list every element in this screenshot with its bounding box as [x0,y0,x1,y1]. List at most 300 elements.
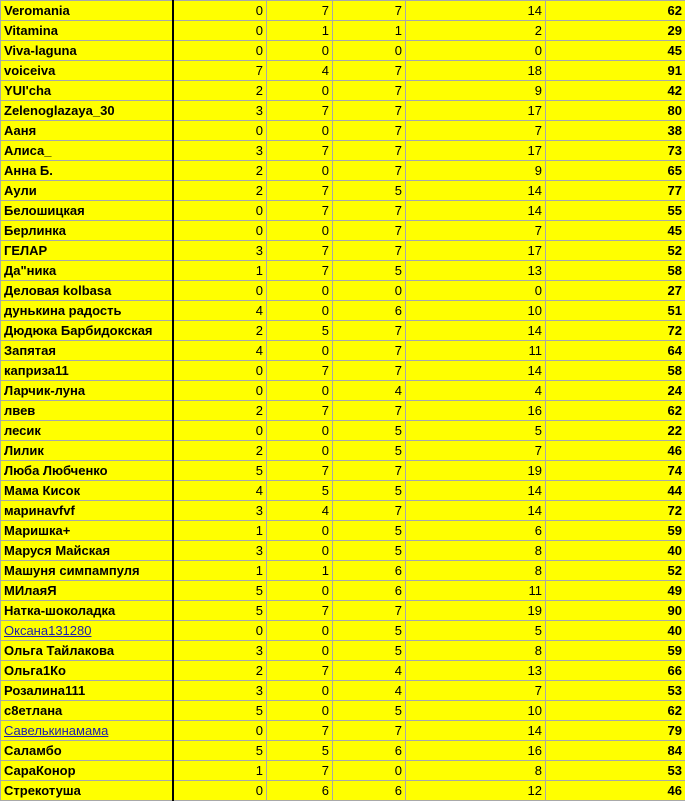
sum-cell[interactable]: 7 [406,221,546,241]
total-cell[interactable]: 40 [546,541,685,561]
sum-cell[interactable]: 12 [406,781,546,801]
name-text: Белошицкая [4,203,85,218]
total-cell[interactable]: 74 [546,461,685,481]
table-row [1,441,685,461]
name-cell[interactable] [1,261,173,281]
table-row [1,561,685,581]
table-row [1,581,685,601]
sum-cell[interactable]: 7 [406,441,546,461]
score-cell-2[interactable]: 7 [267,261,333,281]
score-cell-1[interactable]: 7 [173,61,267,81]
name-cell[interactable] [1,361,173,381]
table-row [1,641,685,661]
total-cell[interactable]: 46 [546,781,685,801]
total-cell[interactable]: 58 [546,361,685,381]
sum-cell[interactable]: 14 [406,321,546,341]
name-cell[interactable] [1,321,173,341]
score-cell-1[interactable]: 3 [173,501,267,521]
name-cell[interactable] [1,81,173,101]
table-row [1,401,685,421]
score-cell-2[interactable]: 5 [267,741,333,761]
score-cell-2[interactable]: 7 [267,141,333,161]
name-text: дунькина радость [4,303,121,318]
total-cell[interactable]: 46 [546,441,685,461]
table-row [1,281,685,301]
table-row [1,121,685,141]
score-cell-1[interactable]: 5 [173,701,267,721]
sum-cell[interactable]: 9 [406,81,546,101]
name-cell[interactable] [1,741,173,761]
total-cell[interactable]: 22 [546,421,685,441]
name-text: лвев [4,403,35,418]
name-cell[interactable] [1,501,173,521]
score-cell-3[interactable]: 7 [333,601,406,621]
name-text: Запятая [4,343,56,358]
name-text: с8етлана [4,703,62,718]
name-cell[interactable] [1,661,173,681]
name-text: Маришка+ [4,523,70,538]
sum-cell[interactable]: 4 [406,381,546,401]
score-cell-1[interactable]: 0 [173,621,267,641]
total-cell[interactable]: 49 [546,581,685,601]
name-cell[interactable] [1,601,173,621]
score-cell-3[interactable]: 4 [333,381,406,401]
total-cell[interactable]: 58 [546,261,685,281]
score-cell-1[interactable]: 2 [173,161,267,181]
name-cell[interactable] [1,281,173,301]
score-cell-2[interactable]: 5 [267,481,333,501]
score-cell-2[interactable]: 0 [267,541,333,561]
score-cell-3[interactable]: 7 [333,121,406,141]
table-row [1,621,685,641]
score-cell-3[interactable]: 6 [333,741,406,761]
score-cell-3[interactable]: 7 [333,241,406,261]
score-cell-2[interactable]: 0 [267,301,333,321]
score-cell-1[interactable]: 0 [173,41,267,61]
score-cell-1[interactable]: 0 [173,201,267,221]
score-cell-3[interactable]: 7 [333,61,406,81]
name-text: МИлаяЯ [4,583,57,598]
table-row [1,721,685,741]
name-cell[interactable] [1,641,173,661]
score-cell-2[interactable]: 0 [267,341,333,361]
score-cell-1[interactable]: 4 [173,341,267,361]
name-cell[interactable] [1,21,173,41]
table-row [1,301,685,321]
name-cell[interactable] [1,541,173,561]
sum-cell[interactable]: 17 [406,141,546,161]
name-text: Машуня симпампуля [4,563,140,578]
score-cell-3[interactable]: 7 [333,1,406,21]
sum-cell[interactable]: 19 [406,461,546,481]
score-cell-3[interactable]: 0 [333,41,406,61]
table-row [1,601,685,621]
sum-cell[interactable]: 14 [406,201,546,221]
sum-cell[interactable]: 8 [406,561,546,581]
name-text: каприза11 [4,363,69,378]
name-text: маринаvfvf [4,503,75,518]
name-text: лесик [4,423,41,438]
total-cell[interactable]: 51 [546,301,685,321]
total-cell[interactable]: 44 [546,481,685,501]
score-cell-1[interactable]: 5 [173,601,267,621]
score-cell-1[interactable]: 0 [173,221,267,241]
table-row [1,61,685,81]
score-cell-3[interactable]: 5 [333,521,406,541]
sum-cell[interactable]: 6 [406,521,546,541]
name-cell[interactable] [1,761,173,781]
score-cell-1[interactable]: 0 [173,21,267,41]
total-cell[interactable]: 90 [546,601,685,621]
score-cell-1[interactable]: 5 [173,741,267,761]
score-cell-2[interactable]: 0 [267,521,333,541]
total-cell[interactable]: 62 [546,401,685,421]
total-cell[interactable]: 29 [546,21,685,41]
name-cell[interactable] [1,1,173,21]
score-cell-3[interactable]: 5 [333,181,406,201]
name-cell[interactable] [1,441,173,461]
score-cell-2[interactable]: 0 [267,381,333,401]
score-cell-1[interactable]: 0 [173,781,267,801]
name-text: Ларчик-луна [4,383,85,398]
sum-cell[interactable]: 14 [406,361,546,381]
name-text: Да"ника [4,263,56,278]
name-text: Стрекотуша [4,783,81,798]
sum-cell[interactable]: 9 [406,161,546,181]
name-text: Аули [4,183,37,198]
table-row [1,21,685,41]
score-cell-2[interactable]: 0 [267,681,333,701]
total-cell[interactable]: 40 [546,621,685,641]
name-cell[interactable] [1,681,173,701]
total-cell[interactable]: 64 [546,341,685,361]
total-cell[interactable]: 91 [546,61,685,81]
score-cell-1[interactable]: 2 [173,81,267,101]
name-text: Дюдюка Барбидокская [4,323,153,338]
score-cell-3[interactable]: 7 [333,341,406,361]
score-cell-2[interactable]: 7 [267,361,333,381]
score-cell-1[interactable]: 2 [173,441,267,461]
sum-cell[interactable]: 7 [406,121,546,141]
name-cell[interactable] [1,341,173,361]
sum-cell[interactable]: 10 [406,301,546,321]
name-text: Vitamina [4,23,58,38]
score-cell-1[interactable]: 3 [173,541,267,561]
score-cell-3[interactable]: 7 [333,161,406,181]
name-cell[interactable] [1,561,173,581]
score-cell-2[interactable]: 7 [267,661,333,681]
name-text: ГЕЛАР [4,243,47,258]
score-cell-3[interactable]: 7 [333,721,406,741]
sum-cell[interactable]: 5 [406,621,546,641]
name-cell[interactable] [1,141,173,161]
sum-cell[interactable]: 16 [406,401,546,421]
total-cell[interactable]: 72 [546,501,685,521]
score-cell-3[interactable]: 5 [333,441,406,461]
score-cell-3[interactable]: 5 [333,621,406,641]
score-cell-3[interactable]: 4 [333,661,406,681]
score-cell-2[interactable]: 7 [267,201,333,221]
table-row [1,201,685,221]
name-cell[interactable] [1,181,173,201]
name-text: Берлинка [4,223,66,238]
score-cell-1[interactable]: 0 [173,281,267,301]
name-cell[interactable] [1,221,173,241]
score-cell-1[interactable]: 2 [173,661,267,681]
sum-cell[interactable]: 17 [406,101,546,121]
score-cell-2[interactable]: 0 [267,421,333,441]
total-cell[interactable]: 59 [546,641,685,661]
total-cell[interactable]: 79 [546,721,685,741]
score-cell-2[interactable]: 1 [267,21,333,41]
name-cell[interactable] [1,461,173,481]
score-cell-3[interactable]: 7 [333,221,406,241]
sum-cell[interactable]: 14 [406,501,546,521]
table-row [1,181,685,201]
total-cell[interactable]: 38 [546,121,685,141]
name-cell[interactable] [1,101,173,121]
name-text: Мама Кисок [4,483,80,498]
score-cell-1[interactable]: 0 [173,381,267,401]
total-cell[interactable]: 77 [546,181,685,201]
name-cell[interactable] [1,621,173,641]
score-cell-1[interactable]: 1 [173,521,267,541]
table-row [1,461,685,481]
name-cell[interactable] [1,161,173,181]
name-text: Лилик [4,443,44,458]
score-cell-3[interactable]: 5 [333,481,406,501]
score-cell-3[interactable]: 6 [333,561,406,581]
total-cell[interactable]: 27 [546,281,685,301]
name-cell[interactable] [1,301,173,321]
sum-cell[interactable]: 14 [406,181,546,201]
name-link[interactable]: Савелькинамама [4,723,108,738]
score-cell-1[interactable]: 5 [173,581,267,601]
score-cell-3[interactable]: 7 [333,141,406,161]
sum-cell[interactable]: 7 [406,681,546,701]
score-cell-2[interactable]: 7 [267,1,333,21]
total-cell[interactable]: 53 [546,681,685,701]
score-cell-2[interactable]: 7 [267,101,333,121]
score-cell-3[interactable]: 5 [333,261,406,281]
total-cell[interactable]: 59 [546,521,685,541]
score-cell-2[interactable]: 6 [267,781,333,801]
total-cell[interactable]: 53 [546,761,685,781]
score-cell-2[interactable]: 0 [267,441,333,461]
sum-cell[interactable]: 13 [406,661,546,681]
table-row [1,421,685,441]
table-row [1,661,685,681]
total-cell[interactable]: 42 [546,81,685,101]
sum-cell[interactable]: 11 [406,581,546,601]
score-cell-3[interactable]: 7 [333,501,406,521]
score-cell-2[interactable]: 0 [267,81,333,101]
score-cell-2[interactable]: 0 [267,641,333,661]
total-cell[interactable]: 62 [546,701,685,721]
table-row [1,361,685,381]
total-cell[interactable]: 80 [546,101,685,121]
name-cell[interactable] [1,241,173,261]
total-cell[interactable]: 62 [546,1,685,21]
total-cell[interactable]: 24 [546,381,685,401]
score-cell-2[interactable]: 0 [267,281,333,301]
name-cell[interactable] [1,581,173,601]
score-cell-3[interactable]: 7 [333,321,406,341]
name-text: YUI'cha [4,83,51,98]
sum-cell[interactable]: 8 [406,541,546,561]
score-cell-2[interactable]: 0 [267,221,333,241]
score-cell-1[interactable]: 1 [173,761,267,781]
sum-cell[interactable]: 0 [406,281,546,301]
total-cell[interactable]: 66 [546,661,685,681]
score-cell-3[interactable]: 5 [333,641,406,661]
sum-cell[interactable]: 5 [406,421,546,441]
sum-cell[interactable]: 14 [406,721,546,741]
score-cell-3[interactable]: 5 [333,421,406,441]
score-cell-2[interactable]: 1 [267,561,333,581]
sum-cell[interactable]: 16 [406,741,546,761]
name-text: Маруся Майская [4,543,110,558]
sum-cell[interactable]: 18 [406,61,546,81]
total-cell[interactable]: 52 [546,241,685,261]
total-cell[interactable]: 65 [546,161,685,181]
name-text: Zelenoglazaya_30 [4,103,115,118]
score-cell-2[interactable]: 0 [267,41,333,61]
table-row [1,741,685,761]
score-cell-3[interactable]: 0 [333,281,406,301]
score-cell-1[interactable]: 3 [173,241,267,261]
score-cell-1[interactable]: 4 [173,301,267,321]
table-row [1,101,685,121]
name-cell[interactable] [1,121,173,141]
score-cell-1[interactable]: 3 [173,641,267,661]
name-cell[interactable] [1,701,173,721]
total-cell[interactable]: 45 [546,221,685,241]
score-cell-3[interactable]: 5 [333,701,406,721]
score-cell-3[interactable]: 7 [333,101,406,121]
score-cell-2[interactable]: 5 [267,321,333,341]
score-cell-2[interactable]: 0 [267,621,333,641]
name-cell[interactable] [1,41,173,61]
name-cell[interactable] [1,401,173,421]
table-row [1,681,685,701]
sum-cell[interactable]: 0 [406,41,546,61]
score-cell-1[interactable]: 3 [173,681,267,701]
score-cell-3[interactable]: 5 [333,541,406,561]
score-cell-1[interactable]: 4 [173,481,267,501]
table-row [1,141,685,161]
score-cell-1[interactable]: 1 [173,561,267,581]
table-row [1,521,685,541]
score-cell-1[interactable]: 0 [173,421,267,441]
sum-cell[interactable]: 8 [406,641,546,661]
score-cell-2[interactable]: 4 [267,61,333,81]
score-cell-1[interactable]: 5 [173,461,267,481]
total-cell[interactable]: 84 [546,741,685,761]
score-cell-1[interactable]: 2 [173,321,267,341]
score-cell-3[interactable]: 4 [333,681,406,701]
table-row [1,41,685,61]
name-cell[interactable] [1,201,173,221]
score-cell-3[interactable]: 6 [333,301,406,321]
score-cell-3[interactable]: 7 [333,361,406,381]
score-cell-1[interactable]: 2 [173,181,267,201]
score-cell-1[interactable]: 0 [173,1,267,21]
score-cell-3[interactable]: 1 [333,21,406,41]
score-cell-2[interactable]: 0 [267,701,333,721]
name-link[interactable]: Оксана131280 [4,623,91,638]
score-cell-2[interactable]: 0 [267,581,333,601]
sum-cell[interactable]: 2 [406,21,546,41]
score-cell-1[interactable]: 3 [173,141,267,161]
score-cell-3[interactable]: 7 [333,201,406,221]
score-cell-1[interactable]: 1 [173,261,267,281]
score-cell-2[interactable]: 7 [267,401,333,421]
sum-cell[interactable]: 17 [406,241,546,261]
score-cell-2[interactable]: 4 [267,501,333,521]
name-cell[interactable] [1,481,173,501]
score-cell-3[interactable]: 7 [333,401,406,421]
score-cell-2[interactable]: 0 [267,161,333,181]
table-row [1,1,685,21]
score-cell-3[interactable]: 7 [333,81,406,101]
sum-cell[interactable]: 13 [406,261,546,281]
total-cell[interactable]: 73 [546,141,685,161]
name-text: Ольга1Ко [4,663,66,678]
sum-cell[interactable]: 8 [406,761,546,781]
sum-cell[interactable]: 14 [406,481,546,501]
table-row [1,321,685,341]
score-cell-2[interactable]: 7 [267,721,333,741]
name-text: СараКонор [4,763,76,778]
total-cell[interactable]: 55 [546,201,685,221]
sum-cell[interactable]: 14 [406,1,546,21]
name-cell[interactable] [1,61,173,81]
sum-cell[interactable]: 11 [406,341,546,361]
score-cell-3[interactable]: 0 [333,761,406,781]
name-cell[interactable] [1,381,173,401]
score-cell-2[interactable]: 7 [267,601,333,621]
name-cell[interactable] [1,421,173,441]
score-cell-1[interactable]: 3 [173,101,267,121]
score-cell-2[interactable]: 0 [267,121,333,141]
score-cell-3[interactable]: 6 [333,781,406,801]
name-cell[interactable] [1,721,173,741]
total-cell[interactable]: 72 [546,321,685,341]
name-cell[interactable] [1,521,173,541]
name-text: Люба Любченко [4,463,108,478]
score-cell-1[interactable]: 2 [173,401,267,421]
score-cell-1[interactable]: 0 [173,121,267,141]
score-cell-2[interactable]: 7 [267,461,333,481]
name-text: Viva-laguna [4,43,77,58]
score-cell-3[interactable]: 6 [333,581,406,601]
table-row [1,761,685,781]
score-cell-2[interactable]: 7 [267,241,333,261]
name-cell[interactable] [1,781,173,801]
score-cell-2[interactable]: 7 [267,761,333,781]
name-text: voiceiva [4,63,55,78]
total-cell[interactable]: 45 [546,41,685,61]
table-row [1,81,685,101]
sum-cell[interactable]: 19 [406,601,546,621]
score-cell-1[interactable]: 0 [173,721,267,741]
total-cell[interactable]: 52 [546,561,685,581]
score-cell-2[interactable]: 7 [267,181,333,201]
sum-cell[interactable]: 10 [406,701,546,721]
score-cell-3[interactable]: 7 [333,461,406,481]
score-cell-1[interactable]: 0 [173,361,267,381]
